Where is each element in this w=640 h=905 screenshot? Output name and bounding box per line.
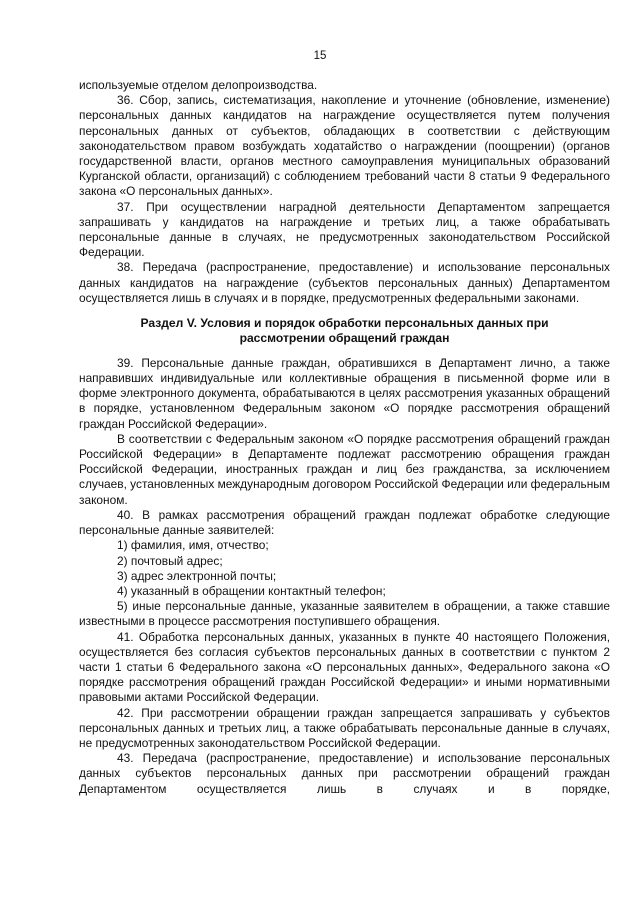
list-item: 4) указанный в обращении контактный телефон; — [117, 583, 386, 598]
paragraph-continuation: используемые отделом делопроизводства. — [79, 78, 318, 92]
paragraph-41: 41. Обработка персональных данных, указанных в пункте 40 настоящего Положения, осуществляется без согласия субъектов персональных данных в соответствии с пунктом 2 части 1 статьи 6 Федерального закона «О персональных данных», Федерального закона «О порядке рассмотрения обращений граждан Российской Федерации» и иными нормативными правовыми актами Российской Федерации. — [79, 629, 610, 705]
list-item: 3) адрес электронной почты; — [117, 568, 277, 583]
paragraph-40: 40. В рамках рассмотрения обращений граждан подлежат обработке следующие персональные данные заявителей: — [79, 507, 610, 538]
page-number: 15 — [313, 50, 327, 62]
list-item: 2) почтовый адрес; — [117, 553, 223, 568]
paragraph-39-second: В соответствии с Федеральным законом «О порядке рассмотрения обращений граждан Российской Федерации» в Департаменте подлежат рассмотрению обращения граждан Российской Федерации, иностранных граждан и лиц без гражданства, за исключением случаев, установленных международным договором Российской Федерации или федеральным законом. — [79, 431, 610, 507]
paragraph-43: 43. Передача (распространение, предоставление) и использование персональных данных субъектов персональных данных при рассмотрении обращений граждан Департаментом осуществляется лишь в случаях и в порядке, — [79, 751, 610, 796]
paragraph-36: 36. Сбор, запись, систематизация, накопление и уточнение (обновление, изменение) персональных данных кандидатов на награждение осуществляется путем получения персональных данных от субъектов, обладающих в соответствии с действующим законодательством правом возбуждать ходатайство о награждении (поощрении) (органов государственной власти, органов местного самоуправления муниципальных образований Курганской области, организаций) с соблюдением требований части 8 статьи 9 Федерального закона «О персональных данных». — [79, 93, 610, 199]
list-item: 1) фамилия, имя, отчество; — [117, 538, 269, 553]
paragraph-42: 42. При рассмотрении обращении граждан запрещается запрашивать у субъектов персональных данных и третьих лиц, а также обрабатывать персональные данные в случаях, не предусмотренных законодательством Российской Федерации. — [79, 705, 610, 750]
document-body — [79, 78, 610, 797]
section-heading: Раздел V. Условия и порядок обработки персональных данных при рассмотрении обращений граждан — [140, 316, 549, 346]
paragraph-39: 39. Персональные данные граждан, обратившихся в Департамент лично, а также направивших индивидуальные или коллективные обращения в письменной форме или в форме электронного документа, обрабатываются в целях рассмотрения указанных обращений в порядке, установленном Федеральным законом «О порядке рассмотрения обращений граждан Российской Федерации». — [79, 355, 610, 431]
paragraph-37: 37. При осуществлении наградной деятельности Департаментом запрещается запрашивать у кандидатов на награждение и третьих лиц, а также обрабатывать персональные данные в случаях, не предусмотренных законодательством Российской Федерации. — [79, 199, 610, 260]
paragraph-38: 38. Передача (распространение, предоставление) и использование персональных данных кандидатов на награждение (субъектов персональных данных) Департаментом осуществляется лишь в случаях и в порядке, предусмотренных федеральными законами. — [79, 260, 610, 305]
list-item: 5) иные персональные данные, указанные заявителем в обращении, а также ставшие известными в процессе рассмотрения поступившего обращения. — [79, 599, 610, 629]
